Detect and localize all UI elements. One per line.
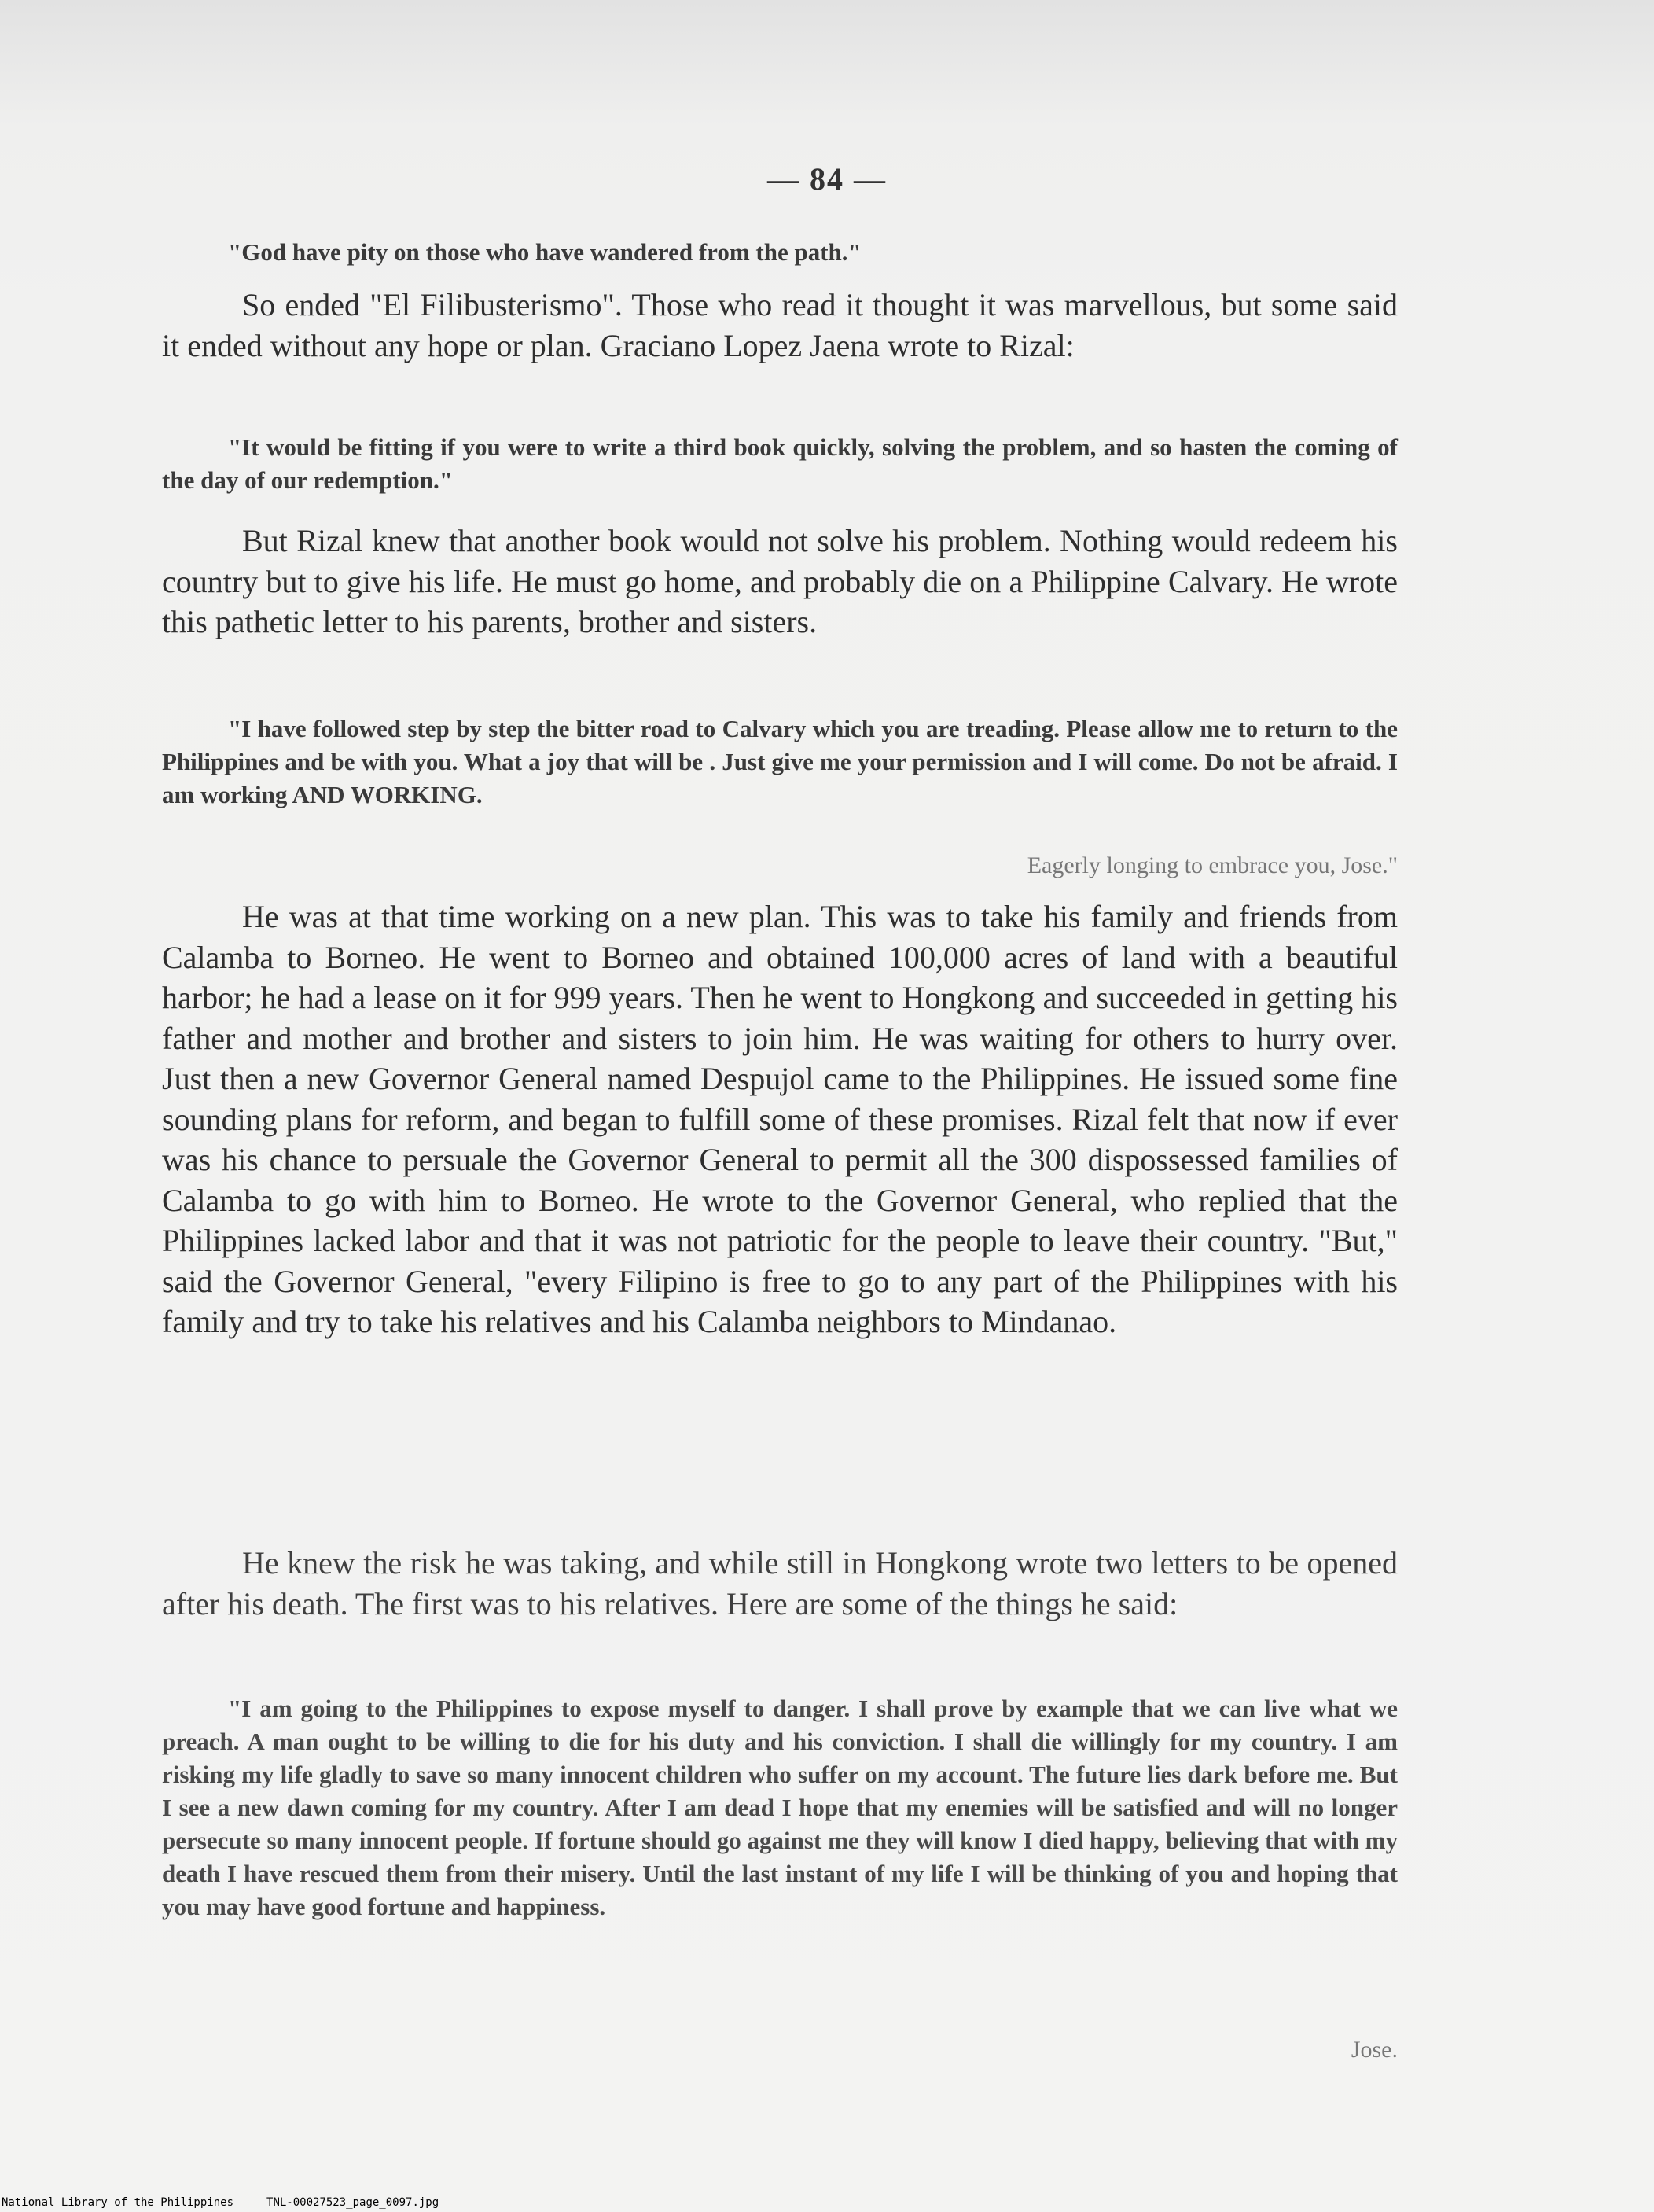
paragraph-el-filibusterismo: So ended "El Filibusterismo". Those who read it thought it was marvellous, but some said it ended without any hope or plan. Graciano Lopez Jaena wrote to Rizal: [162,287,1398,363]
opening-quote: "God have pity on those who have wandered from the path." [228,238,862,266]
scan-footer [0,2193,472,2212]
footer-library: National Library of the Philippines [2,2196,234,2209]
paragraph-borneo-plan: He was at that time working on a new plan. This was to take his family and friends from Calamba to Borneo. He went to Borneo and obtained 100,000 acres of land with a beautiful harbor; he had a lease on it for 999 years. Then he went to Hongkong and succeeded in getting his father and mother and brother and sisters to join him. He was waiting for others to hurry over. Just then a new Governor General named Despujol came to the Philippines. He issued some fine sounding plans for reform, and began to fulfill some of these promises. Rizal felt that now if ever was his chance to persuale the Governor General to permit all the 300 dispossessed families of Calamba to go with him to Borneo. He wrote to the Governor General, who replied that the Philippines lacked labor and that it was not patriotic for the people to leave their country. "But," said the Governor General, "every Filipino is free to go to any part of the Philippines with his family and try to take his relatives and his Calamba neighbors to Mindanao. [162,899,1398,1339]
paragraph-letters-after-death: He knew the risk he was taking, and while still in Hongkong wrote two letters to be opened after his death. The first was to his relatives. Here are some of the things he said: [162,1545,1398,1621]
letter-to-parents-quote: "I have followed step by step the bitter road to Calvary which you are treading. Please allow me to return to the Philippines and be with you. What a joy that will be . Just give me your permission and I will come. Do not be afraid. I am working AND WORKING. [162,715,1398,808]
lopez-jaena-quote: "It would be fitting if you were to write a third book quickly, solving the problem, and so hasten the coming of the day of our redemption." [162,433,1398,494]
paragraph-rizal-knew: But Rizal knew that another book would not solve his problem. Nothing would redeem his country but to give his life. He must go home, and probably die on a Philippine Calvary. He wrote this pathetic letter to his parents, brother and sisters. [162,523,1398,639]
letter-to-parents-signature: Eagerly longing to embrace you, Jose." [1027,852,1398,878]
letter-to-relatives-quote: "I am going to the Philippines to expose myself to danger. I shall prove by example that we can live what we preach. A man ought to be willing to die for his duty and his conviction. I shall die willingly for my country. I am risking my life gladly to save so many innocent children who suffer on my account. The future lies dark before me. But I see a new dawn coming for my country. After I am dead I hope that my enemies will be satisfied and will no longer persecute so many innocent people. If fortune should go against me they will know I died happy, believing that with my death I have rescued them from their misery. Until the last instant of my life I will be thinking of you and hoping that you may have good fortune and happiness. [162,1695,1398,1920]
page-number: — 84 — [767,161,887,197]
letter-to-relatives-signature: Jose. [1351,2037,1398,2063]
footer-file-id: TNL-00027523_page_0097.jpg [266,2196,439,2209]
